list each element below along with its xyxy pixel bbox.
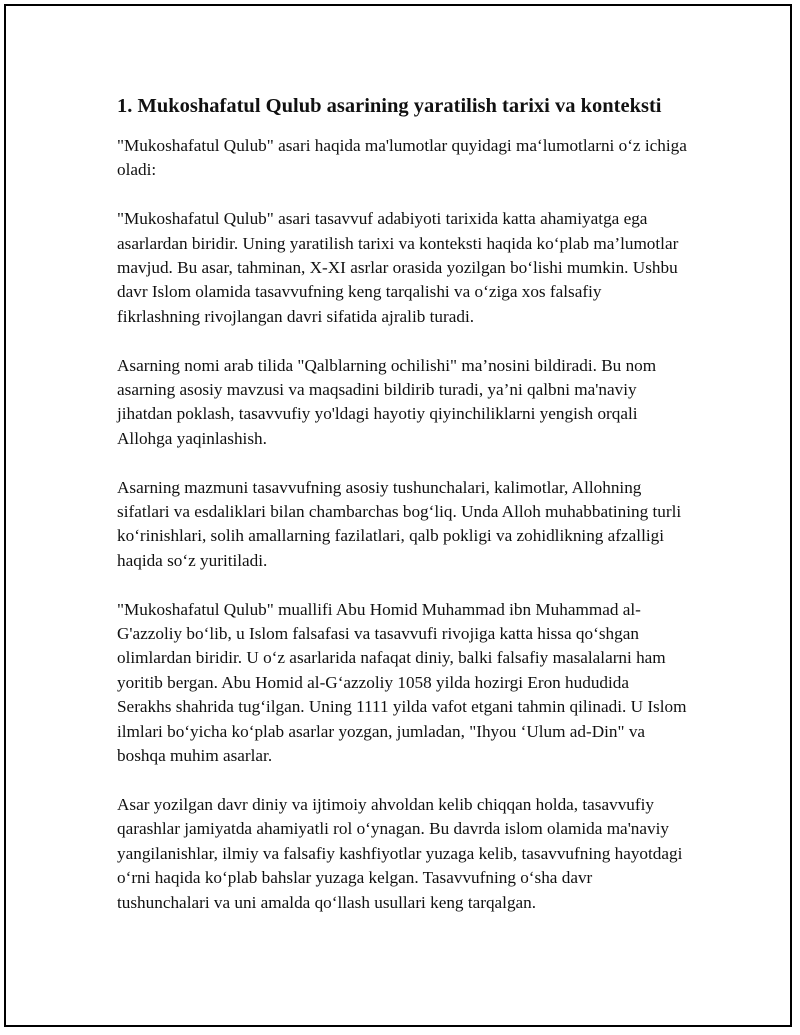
- paragraph-content: Asarning mazmuni tasavvufning asosiy tushunchalari, kalimotlar, Allohning sifatlari va esdaliklari bilan chambarchas bog‘liq. Unda Alloh muhabbatining turli ko‘rinishlari, solih amallarning fazilatlari, qalb pokligi va zohidlikning afzalligi haqida so‘z yuritiladi.: [117, 477, 682, 570]
- document-body: [117, 92, 687, 939]
- paragraph-era: Asar yozilgan davr diniy va ijtimoiy ahvoldan kelib chiqqan holda, tasavvufiy qarashlar jamiyatda ahamiyatli rol o‘ynagan. Bu davrda islom olamida ma'naviy yangilanishlar, ilmiy va falsafiy kashfiyotlar yuzaga kelib, tasavvufning hayotdagi o‘rni haqida ko‘plab bahslar yuzaga kelgan. Tasavvufning o‘sha davr tushunchalari va uni amalda qo‘llash usullari keng tarqalgan.: [117, 794, 683, 912]
- paragraph-intro: "Mukoshafatul Qulub" asari haqida ma'lumotlar quyidagi ma‘lumotlarni o‘z ichiga oladi:: [117, 136, 687, 180]
- section-heading: 1. Mukoshafatul Qulub asarining yaratilish tarixi va konteksti: [117, 95, 662, 117]
- paragraph-author: "Mukoshafatul Qulub" muallifi Abu Homid Muhammad ibn Muhammad al-G'azzoliy bo‘lib, u Islom falsafasi va tasavvufi rivojiga katta hissa qo‘shgan olimlardan biridir. U o‘z asarlarida nafaqat diniy, balki falsafiy masalalarni ham yoritib bergan. Abu Homid al-G‘azzoliy 1058 yilda hozirgi Eron hududida Serakhs shahrida tug‘ilgan. Uning 1111 yilda vafot etgani tahmin qilinadi. U Islom ilmlari bo‘yicha ko‘plab asarlar yozgan, jumladan, "Ihyou ‘Ulum ad-Din" va boshqa muhim asarlar.: [117, 599, 687, 766]
- paragraph-history: "Mukoshafatul Qulub" asari tasavvuf adabiyoti tarixida katta ahamiyatga ega asarlardan biridir. Uning yaratilish tarixi va konteksti haqida ko‘plab ma’lumotlar mavjud. Bu asar, tahminan, X-XI asrlar orasida yozilgan bo‘lishi mumkin. Ushbu davr Islom olamida tasavvufning keng tarqalishi va o‘ziga xos falsafiy fikrlashning rivojlangan davri sifatida ajralib turadi.: [117, 209, 679, 326]
- paragraph-title-meaning: Asarning nomi arab tilida "Qalblarning ochilishi" ma’nosini bildiradi. Bu nom asarning asosiy mavzusi va maqsadini bildirib turadi, ya’ni qalbni ma'naviy jihatdan poklash, tasavvufiy yo'ldagi hayotiy qiyinchiliklarni yengish orqali Allohga yaqinlashish.: [117, 355, 657, 448]
